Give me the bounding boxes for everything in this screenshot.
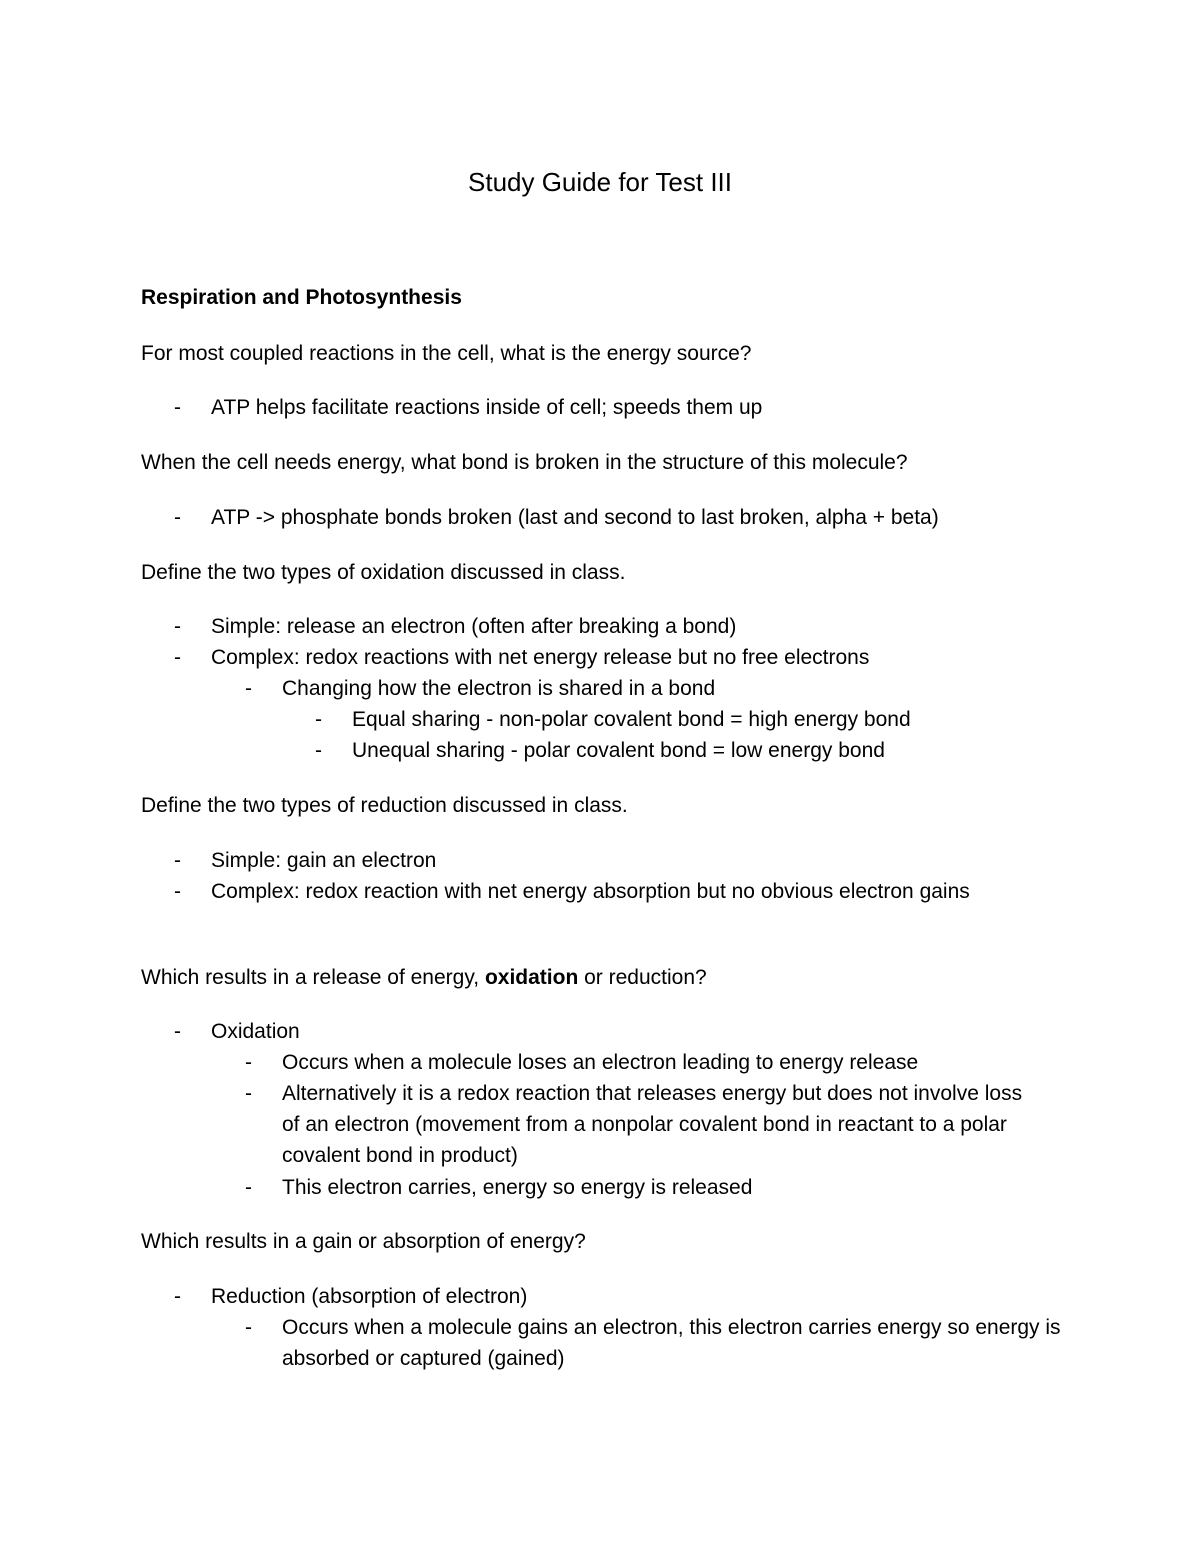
list-item-text: Simple: gain an electron [211,849,437,872]
list-item [245,1172,1065,1203]
question-text-bold: oxidation [484,966,579,989]
list-item [174,392,1044,423]
bullet-dash: - [245,677,252,700]
question-bond-broken: When the cell needs energy, what bond is broken in the structure of this molecule? [141,451,908,474]
list-item [174,611,1044,642]
bullet-dash: - [174,1285,181,1308]
section-heading: Respiration and Photosynthesis [141,286,462,309]
bullet-dash: - [245,1176,252,1199]
list-item-text: Oxidation [211,1020,300,1043]
question-reduction-types: Define the two types of reduction discussed in class. [141,794,628,817]
list-item-text: ATP -> phosphate bonds broken (last and second to last broken, alpha + beta) [211,506,939,529]
bullet-dash: - [245,1082,252,1105]
document-title: Study Guide for Test III [468,167,732,197]
bullet-dash: - [245,1316,252,1339]
list-item [174,1016,1044,1047]
question-text-prefix: Which results in a release of energy, [141,966,485,989]
question-text-suffix: or reduction? [578,966,707,989]
list-item [315,704,1055,735]
list-item-text: Alternatively it is a redox reaction that releases energy but does not involve loss of an electron (movement from a nonpolar covalent bond in reactant to a polar covalent bond in product) [282,1082,1023,1167]
bullet-dash: - [174,615,181,638]
list-item [245,1047,1065,1078]
list-item [315,735,1055,766]
list-item [245,673,1065,704]
question-energy-source: For most coupled reactions in the cell, what is the energy source? [141,342,752,365]
list-item-text: Occurs when a molecule gains an electron, this electron carries energy so energy is absorbed or captured (gained) [282,1316,1061,1370]
list-item [174,845,1044,876]
list-item [174,502,1044,533]
list-item-text: Reduction (absorption of electron) [211,1285,528,1308]
list-item-text: Complex: redox reaction with net energy absorption but no obvious electron gains [211,880,970,903]
list-item [174,642,1044,673]
bullet-dash: - [174,880,181,903]
list-item-text: Simple: release an electron (often after breaking a bond) [211,615,737,638]
list-item-text: ATP helps facilitate reactions inside of cell; speeds them up [211,396,763,419]
bullet-dash: - [245,1051,252,1074]
list-item [245,1078,1045,1171]
bullet-dash: - [315,739,322,762]
list-item-text: Complex: redox reactions with net energy release but no free electrons [211,646,870,669]
question-release-of-energy [141,962,707,993]
list-item-text: Changing how the electron is shared in a bond [282,677,716,700]
list-item-text: Unequal sharing - polar covalent bond = low energy bond [352,739,885,762]
list-item-text: Occurs when a molecule loses an electron leading to energy release [282,1051,919,1074]
list-item [245,1312,1070,1374]
bullet-dash: - [174,396,181,419]
list-item [174,1281,1044,1312]
bullet-dash: - [174,506,181,529]
bullet-dash: - [174,1020,181,1043]
bullet-dash: - [174,849,181,872]
bullet-dash: - [174,646,181,669]
question-gain-of-energy: Which results in a gain or absorption of energy? [141,1230,586,1253]
question-oxidation-types: Define the two types of oxidation discussed in class. [141,561,626,584]
list-item [174,876,1004,907]
list-item-text: Equal sharing - non-polar covalent bond = high energy bond [352,708,911,731]
list-item-text: This electron carries, energy so energy is released [282,1176,753,1199]
bullet-dash: - [315,708,322,731]
